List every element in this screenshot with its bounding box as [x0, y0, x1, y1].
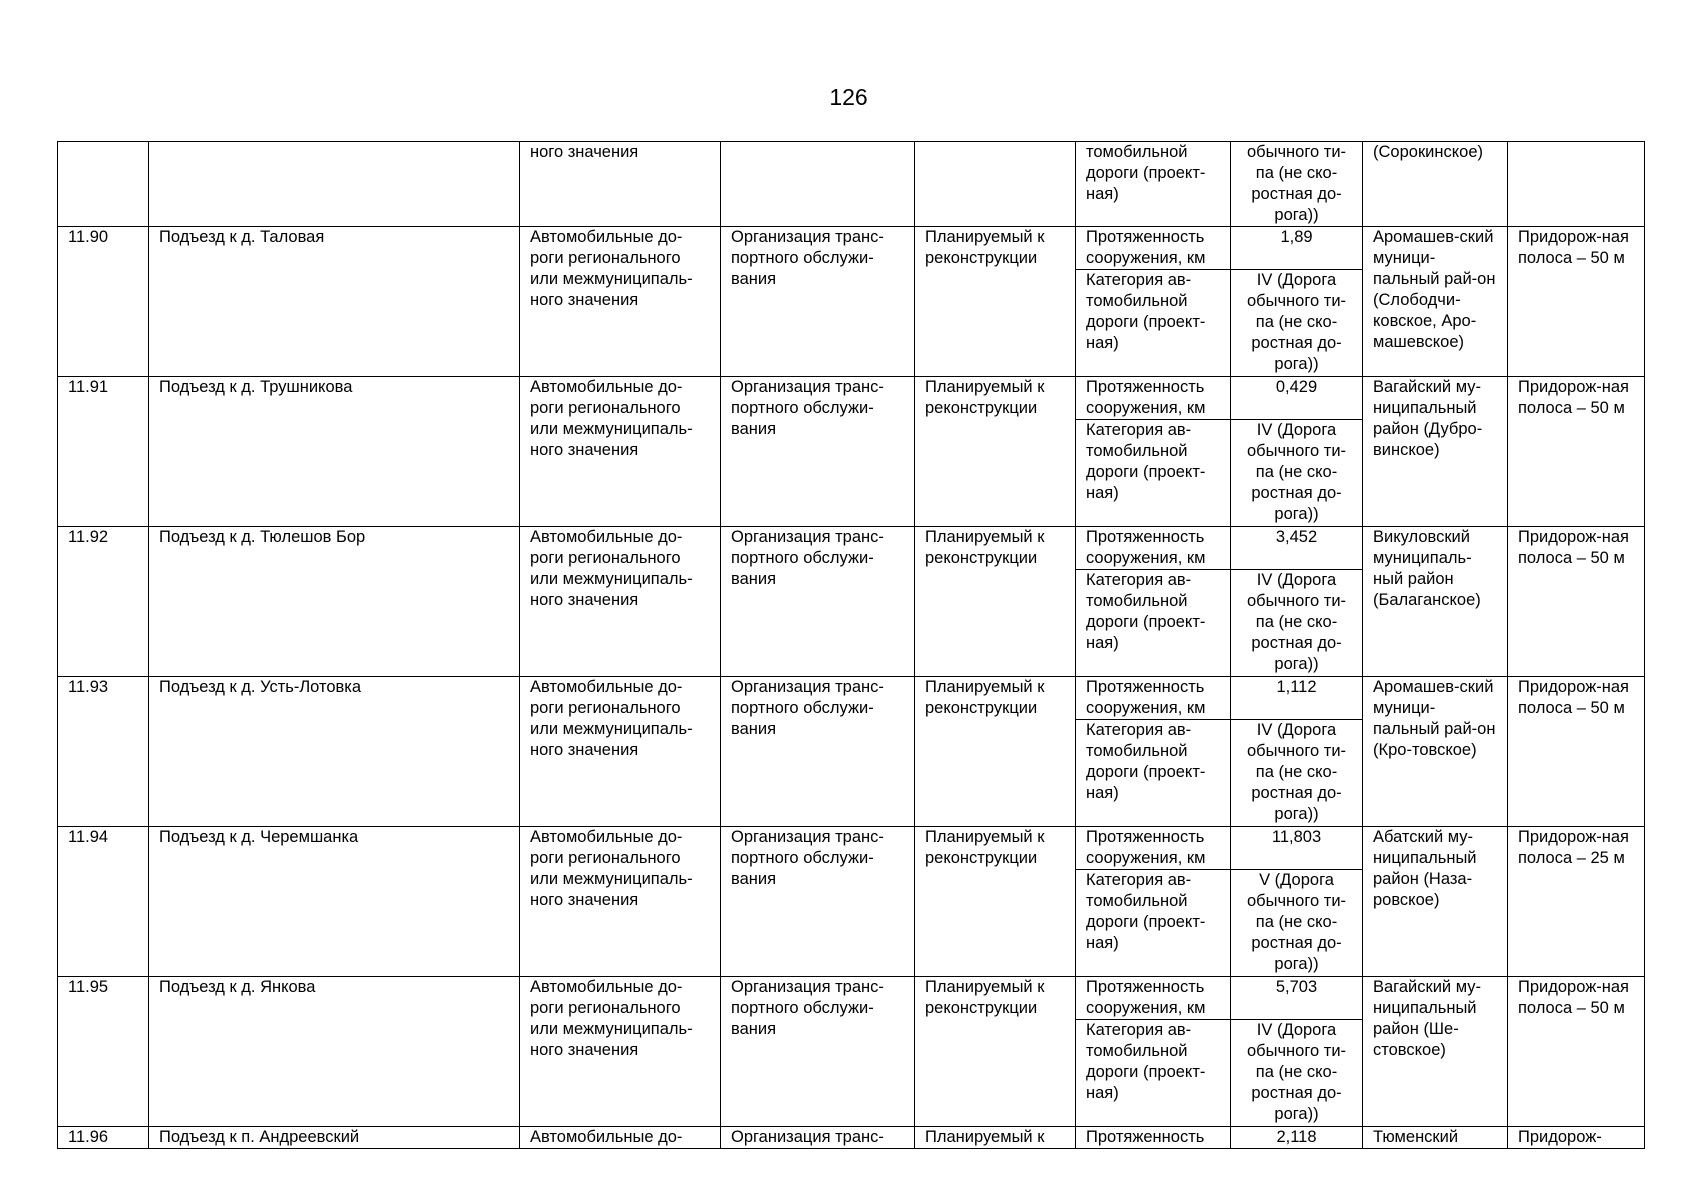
cell-status: Планируемый к реконструкции	[915, 977, 1076, 1127]
cell-category-name: Категория ав-томобильной дороги (проект-ная)	[1076, 720, 1231, 827]
cell-category-value: V (Дорога обычного ти-па (не ско-ростная до-рога))	[1231, 870, 1363, 977]
cell-category-value: IV (Дорога обычного ти-па (не ско-ростная до-рога))	[1231, 270, 1363, 377]
cell-type: Автомобильные до-роги регионального или межмуниципаль-ного значения	[520, 527, 721, 677]
cell-type: ного значения	[520, 142, 721, 227]
cell-zone: Придорож-	[1508, 1127, 1645, 1149]
cell-length-name: Протяженность сооружения, км	[1076, 977, 1231, 1020]
cell-type: Автомобильные до-роги регионального или межмуниципаль-ного значения	[520, 677, 721, 827]
cell-purpose: Организация транс-	[721, 1127, 915, 1149]
cell-number: 11.94	[58, 827, 149, 977]
cell-category-name: Категория ав-томобильной дороги (проект-ная)	[1076, 1020, 1231, 1127]
cell-purpose: Организация транс-портного обслужи-вания	[721, 227, 915, 377]
cell-status: Планируемый к реконструкции	[915, 227, 1076, 377]
cell-location: (Сорокинское)	[1363, 142, 1508, 227]
cell-object-name: Подъезд к д. Трушникова	[149, 377, 520, 527]
cell-length-value: 11,803	[1231, 827, 1363, 870]
cell-purpose: Организация транс-портного обслужи-вания	[721, 827, 915, 977]
cell-number: 11.90	[58, 227, 149, 377]
cell-type: Автомобильные до-	[520, 1127, 721, 1149]
cell-number: 11.92	[58, 527, 149, 677]
cell-location: Викуловский муниципаль-ный район (Балаганское)	[1363, 527, 1508, 677]
cell-status: Планируемый к реконструкции	[915, 377, 1076, 527]
table-row	[58, 827, 1645, 870]
table-row	[58, 377, 1645, 420]
cell-type: Автомобильные до-роги регионального или межмуниципаль-ного значения	[520, 377, 721, 527]
table-row-truncated	[58, 1127, 1645, 1149]
table-row	[58, 527, 1645, 570]
cell-object-name: Подъезд к д. Тюлешов Бор	[149, 527, 520, 677]
cell-length-value: 1,89	[1231, 227, 1363, 270]
cell-location: Тюменский	[1363, 1127, 1508, 1149]
cell-status: Планируемый к реконструкции	[915, 827, 1076, 977]
cell-purpose: Организация транс-портного обслужи-вания	[721, 527, 915, 677]
cell-object-name: Подъезд к д. Усть-Лотовка	[149, 677, 520, 827]
table-row	[58, 977, 1645, 1020]
cell-length-value: 2,118	[1231, 1127, 1363, 1149]
cell-zone: Придорож-ная полоса – 25 м	[1508, 827, 1645, 977]
cell-purpose: Организация транс-портного обслужи-вания	[721, 977, 915, 1127]
cell-location: Аромашев-ский муници-пальный рай-он (Слободчи-ковское, Аро-машевское)	[1363, 227, 1508, 377]
cell-zone: Придорож-ная полоса – 50 м	[1508, 377, 1645, 527]
cell-category-name: Категория ав-томобильной дороги (проект-ная)	[1076, 570, 1231, 677]
cell-length-name: Протяженность сооружения, км	[1076, 377, 1231, 420]
cell-length-name: Протяженность сооружения, км	[1076, 227, 1231, 270]
cell-length-value: 5,703	[1231, 977, 1363, 1020]
cell-zone: Придорож-ная полоса – 50 м	[1508, 677, 1645, 827]
cell-length-name: Протяженность сооружения, км	[1076, 677, 1231, 720]
cell-object-name: Подъезд к д. Таловая	[149, 227, 520, 377]
cell-category-name: Категория ав-томобильной дороги (проект-ная)	[1076, 420, 1231, 527]
cell-length-value: 1,112	[1231, 677, 1363, 720]
cell-zone: Придорож-ная полоса – 50 м	[1508, 527, 1645, 677]
cell-status: Планируемый к реконструкции	[915, 677, 1076, 827]
cell-zone: Придорож-ная полоса – 50 м	[1508, 227, 1645, 377]
cell-category-value: IV (Дорога обычного ти-па (не ско-ростная до-рога))	[1231, 1020, 1363, 1127]
cell-category-name: Категория ав-томобильной дороги (проект-ная)	[1076, 270, 1231, 377]
cell-location: Аромашев-ский муници-пальный рай-он (Кро-товское)	[1363, 677, 1508, 827]
cell-length-value: 3,452	[1231, 527, 1363, 570]
cell-location: Вагайский му-ниципальный район (Дубро-винское)	[1363, 377, 1508, 527]
page-number: 126	[829, 84, 868, 110]
cell-object-name: Подъезд к п. Андреевский	[149, 1127, 520, 1149]
cell-category-value: IV (Дорога обычного ти-па (не ско-ростная до-рога))	[1231, 720, 1363, 827]
objects-table	[57, 141, 1645, 1149]
cell-type: Автомобильные до-роги регионального или межмуниципаль-ного значения	[520, 227, 721, 377]
continuation-row	[58, 142, 1645, 227]
cell-purpose: Организация транс-портного обслужи-вания	[721, 377, 915, 527]
table-row	[58, 227, 1645, 270]
table-row	[58, 677, 1645, 720]
cell-type: Автомобильные до-роги регионального или межмуниципаль-ного значения	[520, 827, 721, 977]
cell-length-name: Протяженность сооружения, км	[1076, 827, 1231, 870]
cell-number: 11.96	[58, 1127, 149, 1149]
cell-category-name: Категория ав-томобильной дороги (проект-ная)	[1076, 870, 1231, 977]
cell-length-name: Протяженность сооружения, км	[1076, 527, 1231, 570]
cell-status: Планируемый к	[915, 1127, 1076, 1149]
cell-length-name: Протяженность	[1076, 1127, 1231, 1149]
cell-number: 11.93	[58, 677, 149, 827]
cell-number: 11.91	[58, 377, 149, 527]
cell-location: Вагайский му-ниципальный район (Ше-стовское)	[1363, 977, 1508, 1127]
cell-location: Абатский му-ниципальный район (Наза-ровское)	[1363, 827, 1508, 977]
cell-object-name: Подъезд к д. Янкова	[149, 977, 520, 1127]
cell-purpose: Организация транс-портного обслужи-вания	[721, 677, 915, 827]
cell-category-value: IV (Дорога обычного ти-па (не ско-ростная до-рога))	[1231, 420, 1363, 527]
cell-category-value: IV (Дорога обычного ти-па (не ско-ростная до-рога))	[1231, 570, 1363, 677]
cell-type: Автомобильные до-роги регионального или межмуниципаль-ного значения	[520, 977, 721, 1127]
cell-status: Планируемый к реконструкции	[915, 527, 1076, 677]
cell-number: 11.95	[58, 977, 149, 1127]
cell-object-name: Подъезд к д. Черемшанка	[149, 827, 520, 977]
cell-length-value: 0,429	[1231, 377, 1363, 420]
cell-char-name: томобильной дороги (проект-ная)	[1076, 142, 1231, 227]
cell-char-value: обычного ти-па (не ско-ростная до-рога))	[1231, 142, 1363, 227]
cell-zone: Придорож-ная полоса – 50 м	[1508, 977, 1645, 1127]
